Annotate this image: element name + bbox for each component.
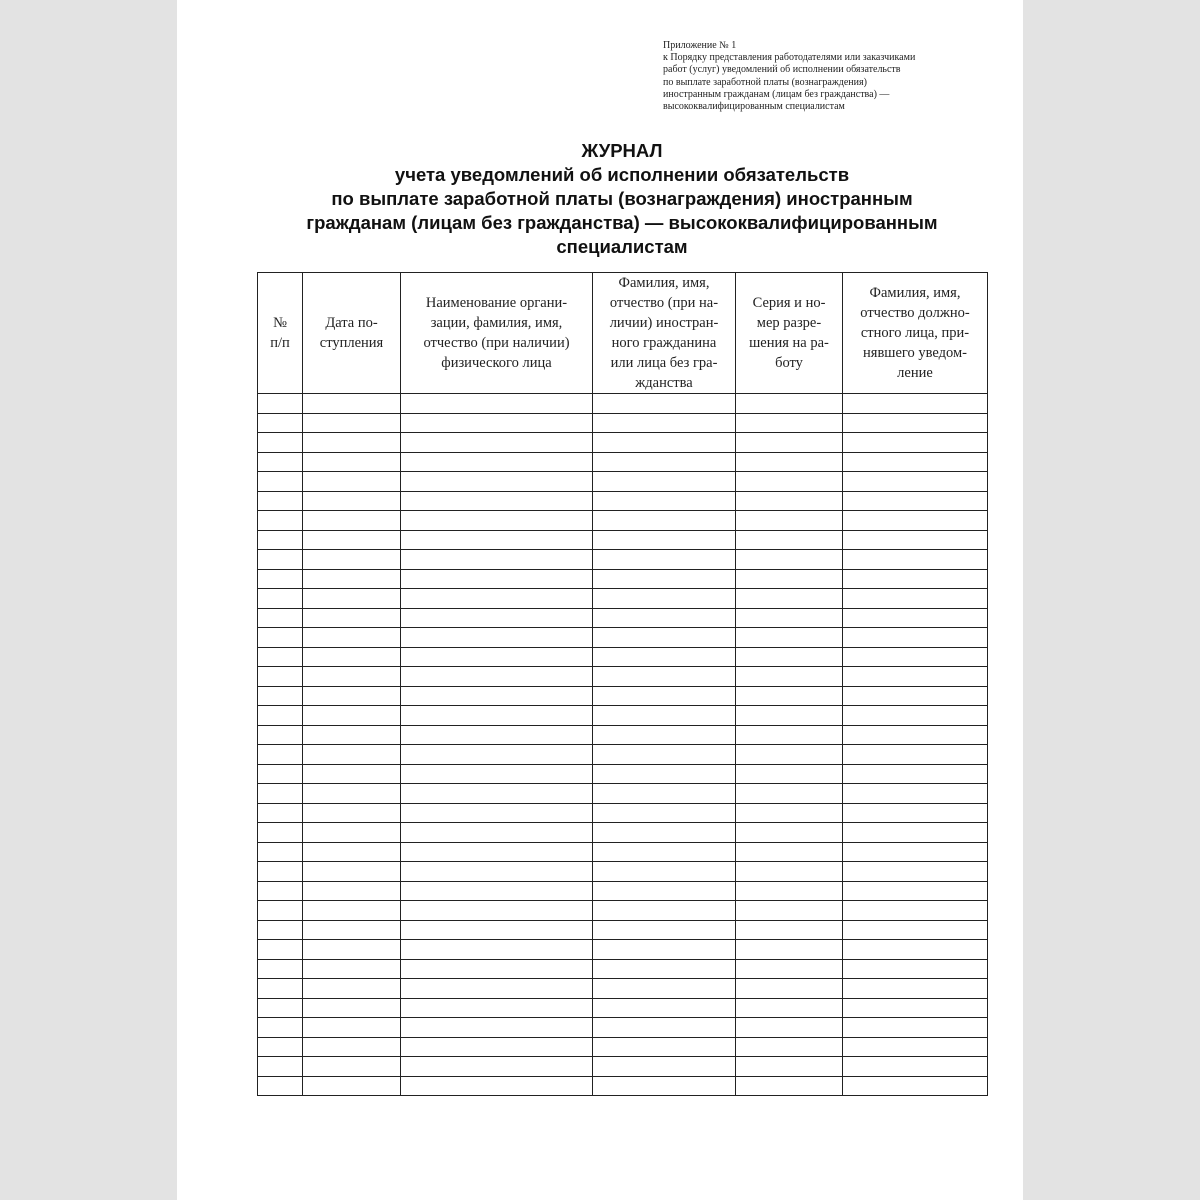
table-cell	[736, 511, 843, 531]
table-cell	[258, 745, 303, 765]
table-cell	[593, 920, 736, 940]
table-row	[258, 667, 988, 687]
table-cell	[843, 842, 988, 862]
table-cell	[843, 608, 988, 628]
table-cell	[258, 784, 303, 804]
table-cell	[736, 1037, 843, 1057]
table-cell	[401, 1037, 593, 1057]
table-cell	[303, 862, 401, 882]
table-cell	[843, 706, 988, 726]
table-cell	[736, 686, 843, 706]
table-cell	[736, 823, 843, 843]
table-cell	[843, 881, 988, 901]
table-cell	[258, 1037, 303, 1057]
journal-title	[237, 139, 1007, 259]
table-cell	[303, 823, 401, 843]
table-row	[258, 862, 988, 882]
table-cell	[303, 1037, 401, 1057]
table-cell	[258, 998, 303, 1018]
table-cell	[401, 394, 593, 414]
table-cell	[593, 413, 736, 433]
table-cell	[736, 530, 843, 550]
table-cell	[843, 745, 988, 765]
table-cell	[401, 979, 593, 999]
table-cell	[258, 725, 303, 745]
table-cell	[736, 725, 843, 745]
table-cell	[303, 608, 401, 628]
table-cell	[303, 940, 401, 960]
table-cell	[736, 647, 843, 667]
table-cell	[258, 940, 303, 960]
table-row	[258, 881, 988, 901]
table-cell	[258, 979, 303, 999]
table-cell	[593, 725, 736, 745]
table-cell	[593, 764, 736, 784]
table-cell	[258, 842, 303, 862]
table-cell	[258, 394, 303, 414]
appendix-line: к Порядку представления работодателями или заказчиками	[663, 52, 916, 64]
table-row	[258, 1057, 988, 1077]
table-cell	[401, 511, 593, 531]
table-cell	[843, 491, 988, 511]
table-cell	[843, 569, 988, 589]
table-cell	[593, 686, 736, 706]
table-cell	[401, 550, 593, 570]
table-cell	[736, 979, 843, 999]
table-cell	[843, 920, 988, 940]
table-cell	[736, 589, 843, 609]
table-cell	[843, 979, 988, 999]
table-cell	[258, 647, 303, 667]
table-cell	[736, 472, 843, 492]
table-row	[258, 491, 988, 511]
table-cell	[736, 862, 843, 882]
document-page	[177, 0, 1023, 1200]
table-cell	[593, 569, 736, 589]
table-cell	[843, 511, 988, 531]
table-cell	[736, 569, 843, 589]
table-cell	[736, 745, 843, 765]
table-cell	[258, 608, 303, 628]
table-cell	[258, 881, 303, 901]
table-cell	[401, 823, 593, 843]
table-cell	[258, 1018, 303, 1038]
table-cell	[303, 589, 401, 609]
table-cell	[303, 530, 401, 550]
table-cell	[736, 433, 843, 453]
table-row	[258, 628, 988, 648]
title-line: гражданам (лицам без гражданства) — высококвалифицированным	[306, 212, 938, 233]
table-cell	[303, 667, 401, 687]
table-cell	[401, 745, 593, 765]
table-cell	[736, 901, 843, 921]
table-cell	[736, 667, 843, 687]
table-cell	[593, 394, 736, 414]
title-line: учета уведомлений об исполнении обязательств	[394, 164, 850, 185]
table-cell	[736, 803, 843, 823]
table-cell	[401, 901, 593, 921]
table-cell	[736, 628, 843, 648]
table-cell	[303, 647, 401, 667]
table-cell	[593, 647, 736, 667]
table-cell	[736, 394, 843, 414]
table-cell	[593, 491, 736, 511]
table-cell	[593, 550, 736, 570]
table-row	[258, 725, 988, 745]
table-cell	[258, 823, 303, 843]
table-row	[258, 842, 988, 862]
table-row	[258, 706, 988, 726]
journal-body	[258, 394, 988, 1096]
table-cell	[843, 472, 988, 492]
table-cell	[593, 745, 736, 765]
table-cell	[843, 725, 988, 745]
col-header-number: № п/п	[258, 273, 303, 394]
table-cell	[593, 1057, 736, 1077]
table-cell	[303, 511, 401, 531]
table-cell	[303, 472, 401, 492]
table-cell	[593, 1076, 736, 1096]
table-cell	[303, 803, 401, 823]
table-cell	[303, 413, 401, 433]
appendix-note	[663, 40, 983, 113]
table-cell	[303, 706, 401, 726]
table-cell	[401, 940, 593, 960]
table-cell	[401, 998, 593, 1018]
table-cell	[303, 452, 401, 472]
table-cell	[401, 959, 593, 979]
table-cell	[736, 1057, 843, 1077]
table-cell	[303, 725, 401, 745]
table-cell	[401, 628, 593, 648]
table-cell	[843, 413, 988, 433]
table-cell	[401, 589, 593, 609]
table-cell	[258, 764, 303, 784]
table-cell	[593, 1018, 736, 1038]
table-row	[258, 511, 988, 531]
table-row	[258, 394, 988, 414]
col-header-permit: Серия и но- мер разре- шения на ра- боту	[736, 273, 843, 394]
table-cell	[736, 920, 843, 940]
appendix-line: по выплате заработной платы (вознаграждения)	[663, 76, 867, 88]
table-cell	[843, 1057, 988, 1077]
appendix-line: иностранным гражданам (лицам без гражданства) —	[663, 88, 890, 100]
table-cell	[401, 530, 593, 550]
table-cell	[303, 1057, 401, 1077]
table-cell	[736, 491, 843, 511]
table-cell	[258, 550, 303, 570]
table-cell	[401, 433, 593, 453]
table-cell	[303, 901, 401, 921]
table-cell	[843, 452, 988, 472]
table-cell	[843, 1076, 988, 1096]
appendix-line: работ (услуг) уведомлений об исполнении обязательств	[663, 64, 901, 76]
table-cell	[258, 803, 303, 823]
table-cell	[593, 901, 736, 921]
table-cell	[593, 784, 736, 804]
table-cell	[843, 823, 988, 843]
table-cell	[303, 959, 401, 979]
table-cell	[303, 842, 401, 862]
table-cell	[736, 413, 843, 433]
table-row	[258, 530, 988, 550]
table-cell	[593, 979, 736, 999]
table-cell	[401, 803, 593, 823]
table-cell	[258, 686, 303, 706]
table-cell	[401, 491, 593, 511]
table-cell	[593, 608, 736, 628]
title-line: по выплате заработной платы (вознаграждения) иностранным	[331, 188, 913, 209]
table-cell	[303, 433, 401, 453]
table-cell	[843, 628, 988, 648]
table-row	[258, 784, 988, 804]
table-row	[258, 589, 988, 609]
table-cell	[303, 764, 401, 784]
table-cell	[843, 764, 988, 784]
table-cell	[258, 901, 303, 921]
table-cell	[258, 959, 303, 979]
table-cell	[258, 1057, 303, 1077]
table-cell	[303, 784, 401, 804]
table-row	[258, 803, 988, 823]
table-cell	[736, 998, 843, 1018]
table-cell	[258, 862, 303, 882]
table-cell	[593, 472, 736, 492]
table-row	[258, 901, 988, 921]
table-cell	[593, 667, 736, 687]
table-cell	[258, 491, 303, 511]
table-cell	[843, 862, 988, 882]
appendix-line: Приложение № 1	[663, 40, 737, 51]
table-cell	[303, 1076, 401, 1096]
table-cell	[843, 803, 988, 823]
table-row	[258, 764, 988, 784]
table-cell	[303, 745, 401, 765]
table-row	[258, 1037, 988, 1057]
table-row	[258, 550, 988, 570]
table-cell	[303, 491, 401, 511]
table-cell	[736, 764, 843, 784]
table-cell	[593, 881, 736, 901]
table-row	[258, 920, 988, 940]
table-cell	[843, 998, 988, 1018]
table-cell	[736, 1076, 843, 1096]
table-cell	[258, 589, 303, 609]
table-cell	[843, 901, 988, 921]
table-cell	[736, 706, 843, 726]
table-cell	[303, 979, 401, 999]
table-cell	[401, 647, 593, 667]
table-cell	[736, 881, 843, 901]
table-cell	[593, 959, 736, 979]
table-row	[258, 413, 988, 433]
col-header-date: Дата по- ступления	[303, 273, 401, 394]
table-cell	[593, 998, 736, 1018]
table-cell	[258, 1076, 303, 1096]
table-cell	[593, 940, 736, 960]
table-cell	[736, 959, 843, 979]
table-cell	[401, 842, 593, 862]
table-cell	[593, 628, 736, 648]
table-cell	[736, 842, 843, 862]
table-cell	[736, 1018, 843, 1038]
table-cell	[401, 784, 593, 804]
table-cell	[401, 1018, 593, 1038]
table-cell	[843, 589, 988, 609]
table-cell	[736, 550, 843, 570]
table-cell	[303, 686, 401, 706]
table-cell	[593, 706, 736, 726]
table-row	[258, 959, 988, 979]
table-cell	[258, 530, 303, 550]
table-cell	[593, 862, 736, 882]
table-cell	[843, 940, 988, 960]
table-cell	[303, 628, 401, 648]
table-cell	[401, 725, 593, 745]
title-line: специалистам	[556, 236, 688, 257]
table-cell	[401, 413, 593, 433]
title-line: ЖУРНАЛ	[581, 140, 663, 161]
table-cell	[303, 920, 401, 940]
table-cell	[258, 413, 303, 433]
table-cell	[401, 881, 593, 901]
header-row	[258, 273, 988, 394]
table-cell	[303, 1018, 401, 1038]
table-cell	[593, 530, 736, 550]
table-cell	[843, 959, 988, 979]
table-row	[258, 998, 988, 1018]
table-cell	[401, 569, 593, 589]
table-cell	[258, 433, 303, 453]
table-cell	[401, 472, 593, 492]
table-cell	[258, 569, 303, 589]
table-cell	[401, 764, 593, 784]
table-row	[258, 472, 988, 492]
table-row	[258, 979, 988, 999]
table-cell	[303, 394, 401, 414]
table-cell	[401, 452, 593, 472]
col-header-official: Фамилия, имя, отчество должно- стного лица, при- нявшего уведом- ление	[843, 273, 988, 394]
table-row	[258, 823, 988, 843]
table-cell	[258, 667, 303, 687]
table-row	[258, 608, 988, 628]
col-header-foreign-citizen: Фамилия, имя, отчество (при на- личии) иностран- ного гражданина или лица без гра- жданства	[593, 273, 736, 394]
table-row	[258, 433, 988, 453]
table-row	[258, 1076, 988, 1096]
table-cell	[843, 667, 988, 687]
table-cell	[843, 433, 988, 453]
table-cell	[303, 881, 401, 901]
table-cell	[593, 1037, 736, 1057]
table-row	[258, 1018, 988, 1038]
table-row	[258, 745, 988, 765]
table-row	[258, 686, 988, 706]
table-cell	[593, 452, 736, 472]
table-cell	[258, 472, 303, 492]
table-cell	[401, 920, 593, 940]
table-cell	[303, 550, 401, 570]
table-cell	[593, 803, 736, 823]
table-cell	[401, 667, 593, 687]
table-cell	[401, 686, 593, 706]
col-header-organization: Наименование органи- зации, фамилия, имя, отчество (при наличии) физического лица	[401, 273, 593, 394]
table-cell	[303, 998, 401, 1018]
table-cell	[303, 569, 401, 589]
table-cell	[258, 511, 303, 531]
table-cell	[843, 1018, 988, 1038]
table-cell	[593, 589, 736, 609]
table-cell	[843, 1037, 988, 1057]
table-row	[258, 452, 988, 472]
table-cell	[593, 433, 736, 453]
table-cell	[736, 940, 843, 960]
table-cell	[593, 511, 736, 531]
table-cell	[843, 784, 988, 804]
table-cell	[258, 920, 303, 940]
table-cell	[258, 706, 303, 726]
table-cell	[593, 823, 736, 843]
appendix-line: высококвалифицированным специалистам	[663, 101, 845, 113]
table-cell	[258, 452, 303, 472]
table-cell	[736, 608, 843, 628]
table-cell	[401, 862, 593, 882]
table-cell	[593, 842, 736, 862]
table-row	[258, 647, 988, 667]
journal-table	[257, 272, 988, 1096]
table-cell	[843, 550, 988, 570]
table-cell	[736, 452, 843, 472]
table-cell	[401, 608, 593, 628]
table-cell	[843, 647, 988, 667]
table-cell	[843, 686, 988, 706]
table-cell	[401, 1076, 593, 1096]
table-cell	[258, 628, 303, 648]
table-cell	[843, 394, 988, 414]
table-row	[258, 569, 988, 589]
table-cell	[401, 1057, 593, 1077]
table-row	[258, 940, 988, 960]
table-cell	[736, 784, 843, 804]
table-cell	[843, 530, 988, 550]
table-cell	[401, 706, 593, 726]
